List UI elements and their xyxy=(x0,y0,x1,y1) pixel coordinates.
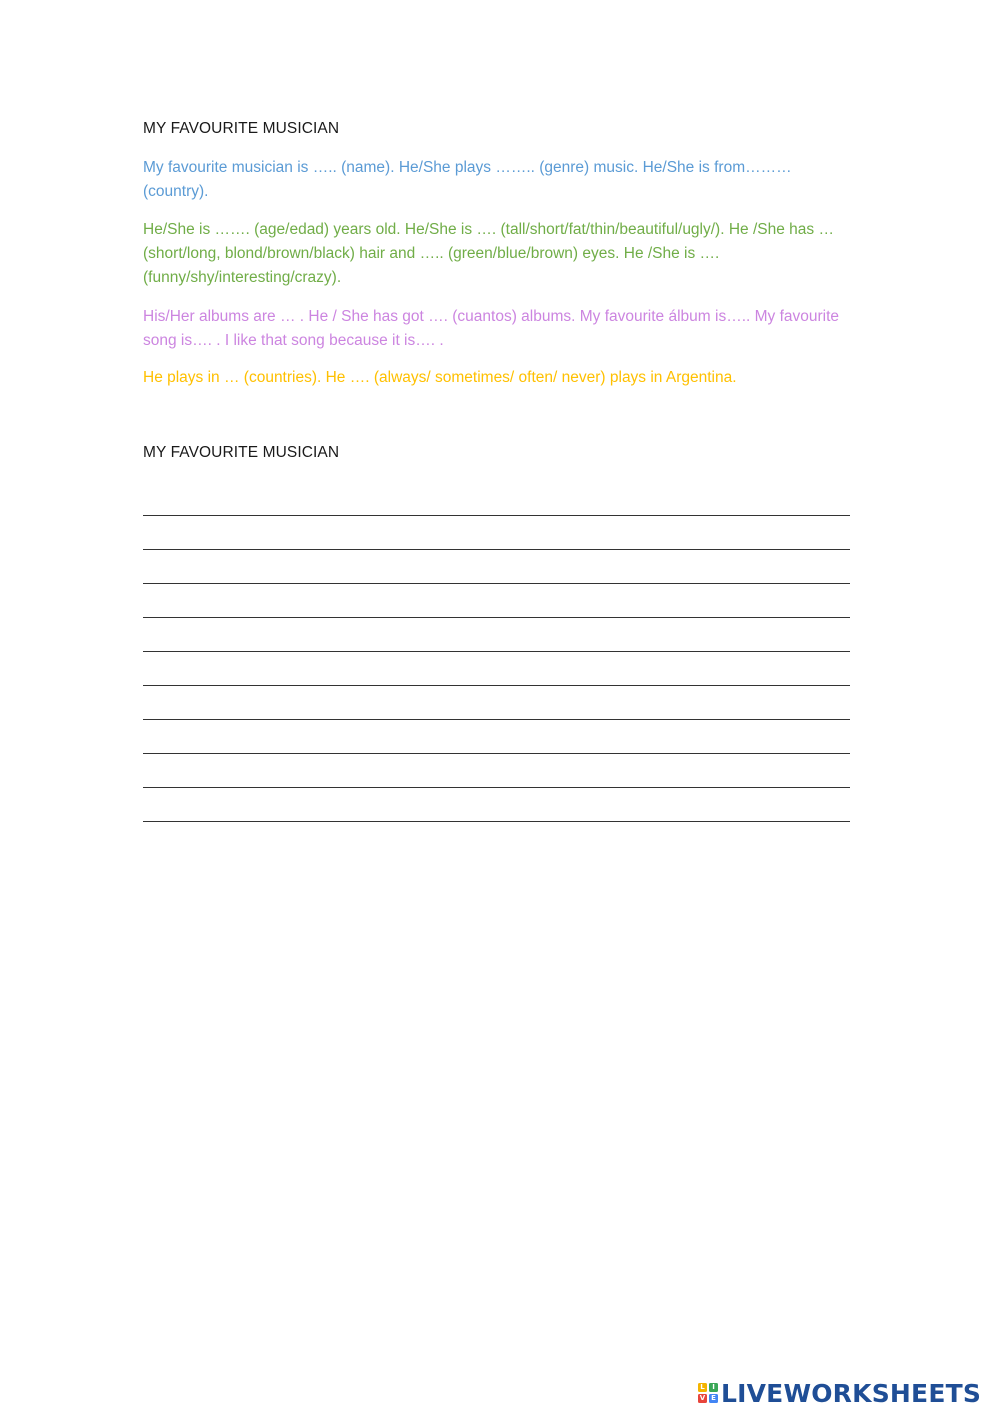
writing-line[interactable] xyxy=(143,754,850,788)
writing-line[interactable] xyxy=(143,584,850,618)
writing-section-title: MY FAVOURITE MUSICIAN xyxy=(143,444,340,461)
logo-block-v: V xyxy=(699,1394,706,1402)
writing-line[interactable] xyxy=(143,788,850,822)
logo-block-i: I xyxy=(709,1383,718,1392)
writing-line[interactable] xyxy=(143,652,850,686)
paragraph-countries: He plays in … (countries). He …. (always/ sometimes/ often/ never) plays in Argentina. xyxy=(143,369,737,386)
writing-line[interactable] xyxy=(143,618,850,652)
liveworksheets-logo-icon xyxy=(698,1383,718,1403)
writing-line[interactable] xyxy=(143,720,850,754)
writing-lines xyxy=(143,482,850,822)
writing-line[interactable] xyxy=(143,550,850,584)
liveworksheets-watermark xyxy=(698,1378,981,1408)
worksheet-title: MY FAVOURITE MUSICIAN xyxy=(143,120,340,137)
logo-block-l: L xyxy=(698,1383,707,1392)
logo-block-e: E xyxy=(709,1394,718,1403)
paragraph-albums-song: His/Her albums are … . He / She has got …. (cuantos) albums. My favourite álbum is….. My favourite song is…. . I like that song because it is…. . xyxy=(143,308,840,349)
paragraph-age-appearance: He/She is ……. (age/edad) years old. He/She is …. (tall/short/fat/thin/beautiful/ugly/). He /She has …(short/long, blond/brown/black) hair and ….. (green/blue/brown) eyes. He /She is …. (funny/shy/interesting/crazy). xyxy=(143,221,834,286)
writing-line[interactable] xyxy=(143,482,850,516)
writing-line[interactable] xyxy=(143,516,850,550)
watermark-text: LIVEWORKSHEETS xyxy=(721,1378,982,1408)
paragraph-name-genre-country: My favourite musician is ….. (name). He/She plays …….. (genre) music. He/She is from……… (country). xyxy=(143,159,792,200)
writing-line[interactable] xyxy=(143,686,850,720)
